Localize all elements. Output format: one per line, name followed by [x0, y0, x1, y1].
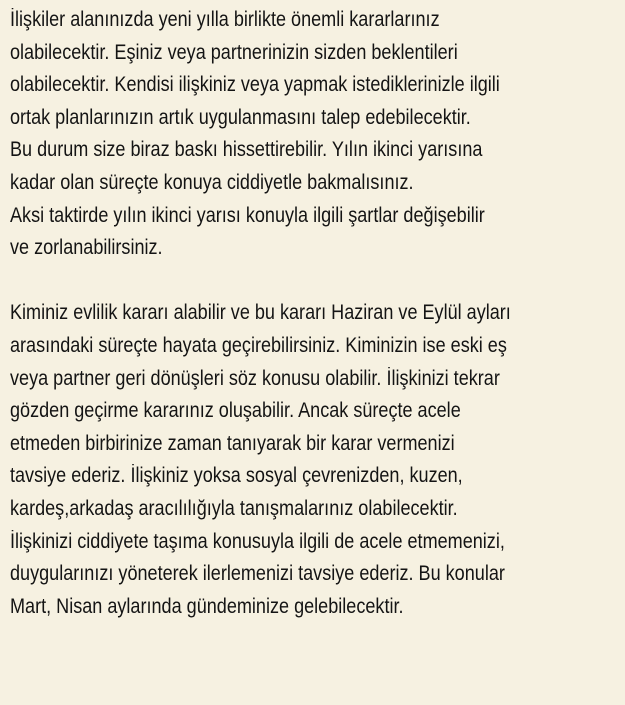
text-line: ve zorlanabilirsiniz.	[10, 236, 163, 260]
text-line: etmeden birbirinize zaman tanıyarak bir karar vermenizi	[10, 431, 455, 455]
text-line: duygularınızı yöneterek ilerlemenizi tavsiye ederiz. Bu konular	[10, 562, 505, 586]
text-line: gözden geçirme kararınız oluşabilir. Ancak süreçte acele	[10, 399, 461, 423]
text-line: ortak planlarınızın artık uygulanmasını talep edebilecektir.	[10, 105, 471, 129]
text-line: Bu durum size biraz baskı hissettirebilir. Yılın ikinci yarısına	[10, 138, 483, 162]
text-line: veya partner geri dönüşleri söz konusu olabilir. İlişkinizi tekrar	[10, 366, 500, 390]
text-line: kadar olan süreçte konuya ciddiyetle bakmalısınız.	[10, 170, 414, 194]
text-line: olabilecektir. Eşiniz veya partnerinizin sizden beklentileri	[10, 40, 458, 64]
text-line: Kiminiz evlilik kararı alabilir ve bu kararı Haziran ve Eylül ayları	[10, 301, 511, 325]
text-line: İlişkiler alanınızda yeni yılla birlikte önemli kararlarınız	[10, 8, 440, 31]
text-line: arasındaki süreçte hayata geçirebilirsiniz. Kiminizin ise eski eş	[10, 333, 507, 357]
paragraph-1	[10, 4, 615, 265]
text-line: Aksi taktirde yılın ikinci yarısı konuyla ilgili şartlar değişebilir	[10, 203, 485, 227]
text-line: Mart, Nisan aylarında gündeminize gelebilecektir.	[10, 594, 404, 618]
text-line: İlişkinizi ciddiyete taşıma konusuyla ilgili de acele etmemenizi,	[10, 529, 505, 553]
paragraph-gap	[10, 265, 615, 298]
text-line: olabilecektir. Kendisi ilişkiniz veya yapmak istediklerinizle ilgili	[10, 73, 500, 97]
text-line: tavsiye ederiz. İlişkiniz yoksa sosyal çevrenizden, kuzen,	[10, 464, 463, 488]
text-line: kardeş,arkadaş aracılılığıyla tanışmalarınız olabilecektir.	[10, 496, 458, 520]
paragraph-2	[10, 297, 615, 623]
